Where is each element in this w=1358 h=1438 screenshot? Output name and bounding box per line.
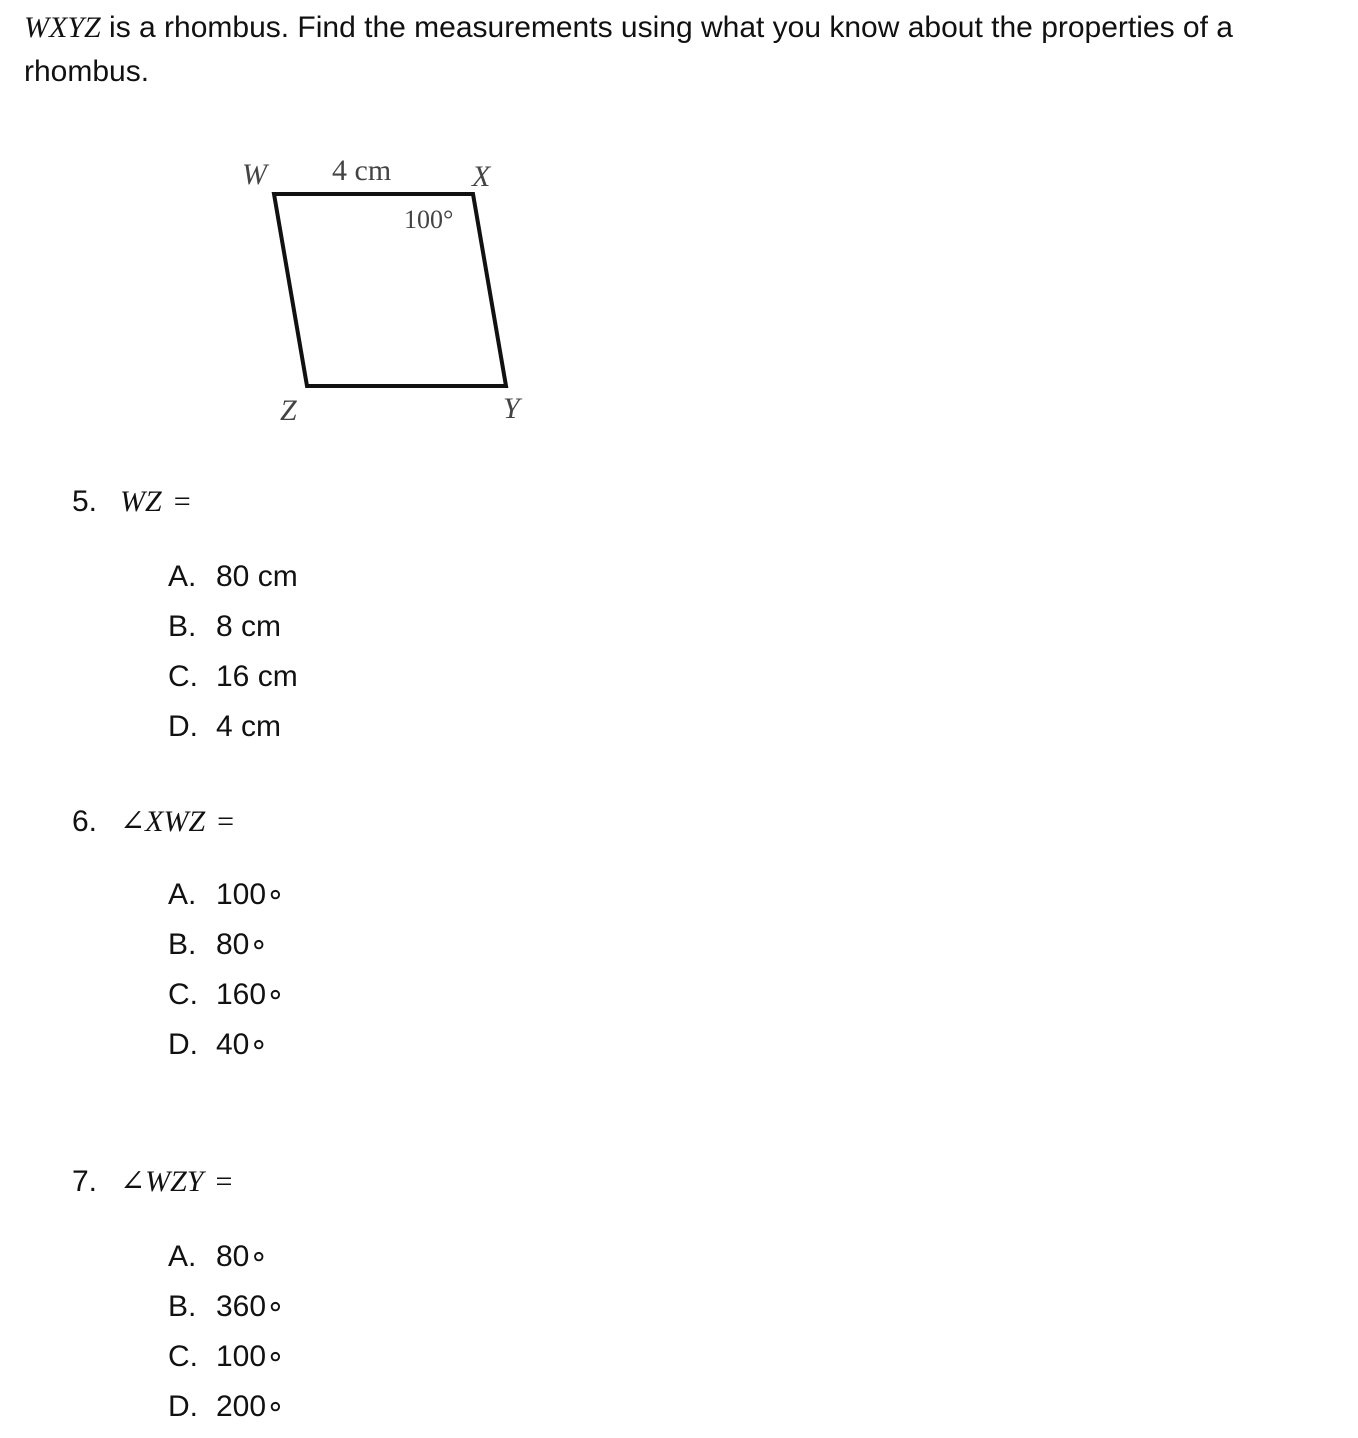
- option-text: 200∘: [216, 1390, 285, 1423]
- option-text: 16 cm: [216, 660, 298, 693]
- question-number: 5.: [72, 485, 98, 518]
- problem-intro: [24, 6, 1344, 94]
- option-letter: A.: [168, 560, 197, 593]
- option-letter: C.: [168, 1340, 198, 1373]
- rhombus-shape: [274, 194, 506, 386]
- option-text: 4 cm: [216, 710, 282, 743]
- option-a[interactable]: [168, 552, 298, 602]
- option-c[interactable]: [168, 970, 285, 1020]
- option-text: 80∘: [216, 928, 269, 961]
- option-letter: C.: [168, 978, 198, 1011]
- option-text: 8 cm: [216, 610, 282, 643]
- option-letter: B.: [168, 1290, 197, 1323]
- option-text: 40∘: [216, 1028, 269, 1061]
- option-letter: D.: [168, 1390, 198, 1423]
- equals-sign: =: [173, 485, 191, 518]
- option-d[interactable]: [168, 1020, 285, 1070]
- option-c[interactable]: [168, 652, 298, 702]
- rhombus-diagram: [220, 140, 560, 440]
- question-number: 6.: [72, 805, 98, 838]
- question-6: [72, 802, 234, 842]
- option-letter: B.: [168, 610, 197, 643]
- option-text: 80 cm: [216, 560, 298, 593]
- vertex-label-z: Z: [280, 394, 297, 427]
- option-letter: D.: [168, 710, 198, 743]
- question-number: 7.: [72, 1165, 98, 1198]
- option-letter: B.: [168, 928, 197, 961]
- shape-name: WXYZ: [24, 11, 101, 44]
- option-text: 80∘: [216, 1240, 269, 1273]
- question-7: [72, 1162, 232, 1202]
- option-letter: A.: [168, 878, 197, 911]
- option-d[interactable]: [168, 1382, 285, 1432]
- option-b[interactable]: [168, 1282, 285, 1332]
- option-letter: C.: [168, 660, 198, 693]
- option-b[interactable]: [168, 920, 285, 970]
- question-expression: ∠XWZ: [120, 805, 206, 838]
- option-text: 100∘: [216, 1340, 285, 1373]
- intro-text: is a rhombus. Find the measurements using what you know about the properties of a rhombus.: [24, 11, 1233, 88]
- angle-label-x: 100°: [404, 205, 454, 234]
- rhombus-figure: [220, 140, 560, 440]
- option-text: 360∘: [216, 1290, 285, 1323]
- option-a[interactable]: [168, 1232, 285, 1282]
- option-a[interactable]: [168, 870, 285, 920]
- option-c[interactable]: [168, 1332, 285, 1382]
- option-text: 160∘: [216, 978, 285, 1011]
- question-5-options: [168, 552, 298, 752]
- question-6-options: [168, 870, 285, 1070]
- vertex-label-y: Y: [503, 392, 520, 425]
- question-expression: ∠WZY: [120, 1165, 204, 1198]
- vertex-label-w: W: [242, 158, 267, 191]
- option-text: 100∘: [216, 878, 285, 911]
- equals-sign: =: [217, 805, 235, 838]
- option-b[interactable]: [168, 602, 298, 652]
- vertex-label-x: X: [472, 160, 491, 193]
- side-length-label: 4 cm: [332, 154, 392, 187]
- question-expression: WZ: [120, 485, 162, 518]
- option-letter: A.: [168, 1240, 197, 1273]
- question-7-options: [168, 1232, 285, 1432]
- equals-sign: =: [215, 1165, 233, 1198]
- option-d[interactable]: [168, 702, 298, 752]
- question-5: [72, 482, 191, 522]
- option-letter: D.: [168, 1028, 198, 1061]
